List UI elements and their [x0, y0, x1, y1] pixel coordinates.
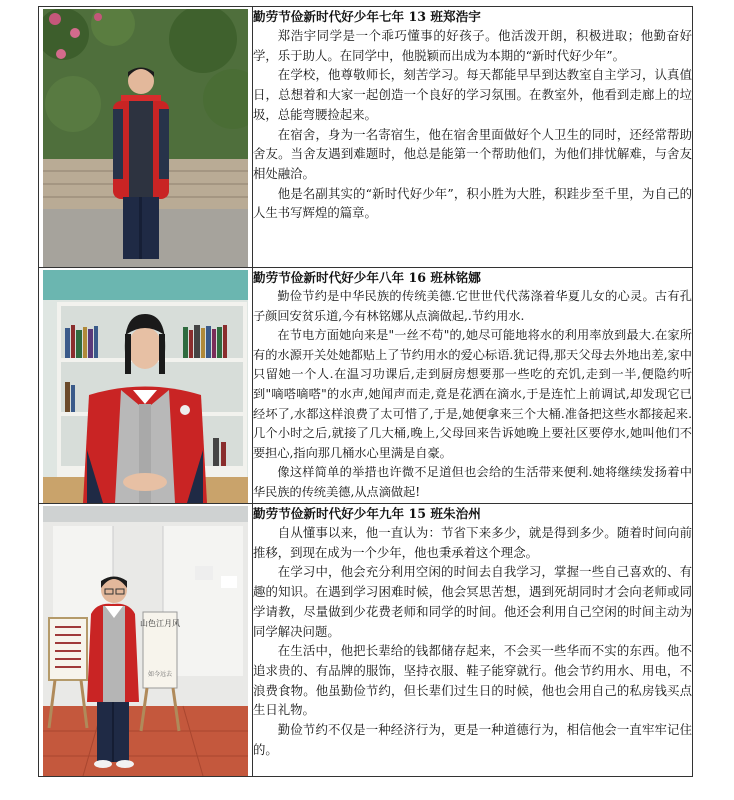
profile-title: 勤劳节俭新时代好少年七年 13 班郑浩宇: [253, 9, 481, 24]
profile-paragraph: 郑浩宇同学是一个乖巧懂事的好孩子。他活泼开朗，积极进取；他勤奋好学，乐于助人。在同学中，他脱颖而出成为本期的“新时代好少年”。: [253, 28, 692, 63]
profile-title: 勤劳节俭新时代好少年九年 15 班朱治州: [253, 506, 481, 521]
profiles-table: [38, 6, 693, 777]
profile-row-1: [39, 7, 693, 268]
text-cell-2: [253, 268, 693, 504]
profile-paragraph: 勤俭节约是中华民族的传统美德.它世世代代荡涤着华夏儿女的心灵。古有孔子颜回安贫乐道,今有林铭娜从点滴做起,.节约用水.: [253, 289, 692, 323]
profile-paragraph: 在学校，他尊敬师长，刻苦学习。每天都能早早到达教室自主学习，认真值日，总想着和大家一起创造一个良好的学习氛围。在教室外，他看到走廊上的垃圾，总能弯腰捡起来。: [253, 67, 692, 122]
profile-paragraph: 勤俭节约不仅是一种经济行为，更是一种道德行为，相信他会一直牢牢记住的。: [253, 722, 692, 757]
profile-paragraph: 在学习中，他会充分利用空闲的时间去自我学习，掌握一些自己喜欢的、有趣的知识。在遇到学习困难时候，他会冥思苦想，遇到死胡同时才会向老师或同学请教，尽量做到少花费老师和同学的时间。他还会利用自己空闲的时间主动为同学解决问题。: [253, 564, 692, 639]
profile-paragraph: 在节电方面她向来是"一丝不苟"的,她尽可能地将水的利用率放到最大.在家所有的水源开关处她都贴上了节约用水的爱心标语.犹记得,那天父母去外地出差,家中只留她一个人.在温习功课后,走到厨房想要那一些吃的充饥,走到一半,便隐约听到"嘀嗒嘀嗒"的水声,她闻声而走,竟是花洒在滴水,于是连忙上前调试,却发现它已经坏了,水都这样浪费了太可惜了,于是,她便拿来三个大桶.准备把这些水都接起来.几个小时之后,就接了几大桶,晚上,父母回来告诉她晚上要社区要停水,她叫他们不要担心,指向那几桶水心里满是自豪。: [253, 328, 692, 460]
text-cell-3: [253, 504, 693, 777]
photo-sign-text-2: 如今远去: [147, 671, 173, 678]
student-photo-2: [43, 270, 248, 503]
profile-row-3: [39, 504, 693, 777]
profile-paragraph: 在生活中，他把长辈给的钱都储存起来，不会买一些华而不实的东西。他不追求贵的、有品牌的服饰，坚持衣服、鞋子能穿就行。他会节约用水、用电，不浪费食物。他虽勤俭节约，但长辈们过生日的时候，他也会用自己的私房钱买点生日礼物。: [253, 643, 692, 718]
profile-title: 勤劳节俭新时代好少年八年 16 班林铭娜: [253, 270, 481, 285]
profile-paragraph: 像这样简单的举措也许微不足道但也会给的生活带来便利.她将继续发扬着中华民族的传统美德,从点滴做起!: [253, 465, 692, 499]
profile-paragraph: 在宿舍，身为一名寄宿生，他在宿舍里面做好个人卫生的同时，还经常帮助舍友。当舍友遇到难题时，他总是能第一个帮助他们，为他们排忧解难，与舍友相处融洽。: [253, 126, 692, 181]
photo-sign-text-1: 山色江月风: [140, 619, 180, 628]
profile-paragraph: 他是名副其实的“新时代好少年”，积小胜为大胜，积跬步至千里，为自己的人生书写辉煌的篇章。: [253, 185, 692, 221]
photo-cell-1: [39, 7, 253, 268]
photo-cell-2: [39, 268, 253, 504]
profile-row-2: [39, 268, 693, 504]
student-photo-3: [43, 506, 248, 776]
text-cell-1: [253, 7, 693, 268]
profile-paragraph: 自从懂事以来，他一直认为：节省下来多少，就是得到多少。随着时间向前推移，到现在成为一个少年，他也秉承着这个理念。: [253, 525, 692, 560]
photo-cell-3: [39, 504, 253, 777]
student-photo-1: [43, 9, 248, 267]
